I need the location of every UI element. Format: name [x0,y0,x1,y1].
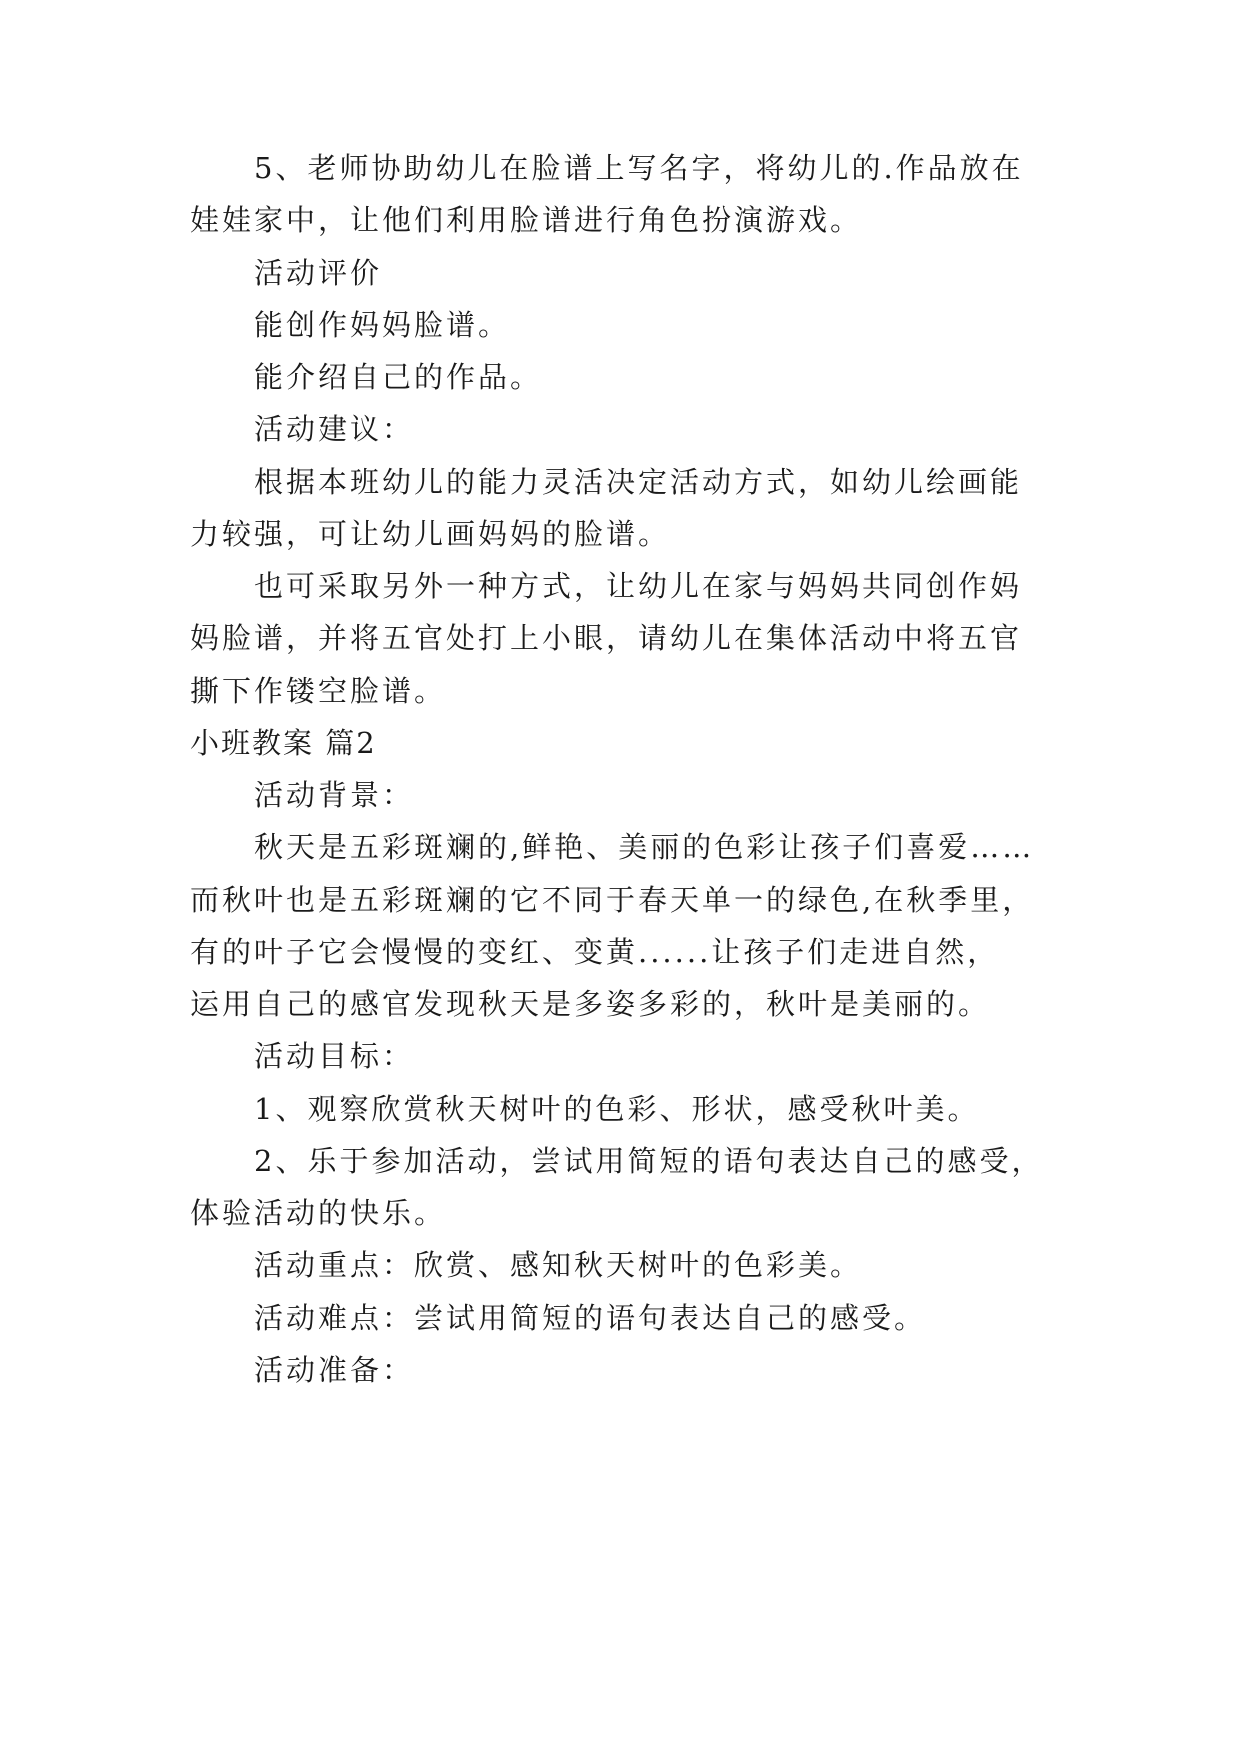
section-label: 活动背景： [254,778,415,812]
paragraph-line: 体验活动的快乐。 [190,1196,447,1230]
document-page [190,0,1060,1754]
section-label: 活动目标： [254,1039,415,1073]
paragraph-line: 5、老师协助幼儿在脸谱上写名字，将幼儿的.作品放在 [254,151,1024,185]
paragraph-line: 妈脸谱，并将五官处打上小眼，请幼儿在集体活动中将五官 [190,621,1023,655]
section-label: 活动评价 [254,256,383,290]
paragraph-line: 根据本班幼儿的能力灵活决定活动方式，如幼儿绘画能 [254,465,1023,499]
list-item: 1、观察欣赏秋天树叶的色彩、形状，感受秋叶美。 [254,1092,980,1126]
section-label: 活动建议： [254,412,415,446]
section-label: 活动准备： [254,1353,415,1387]
paragraph-line: 有的叶子它会慢慢的变红、变黄......让孩子们走进自然， [190,935,1000,969]
paragraph-line: 能创作妈妈脸谱。 [254,308,511,342]
paragraph-line: 运用自己的感官发现秋天是多姿多彩的，秋叶是美丽的。 [190,987,991,1021]
paragraph-line: 能介绍自己的作品。 [254,360,543,394]
paragraph-line: 活动重点：欣赏、感知秋天树叶的色彩美。 [254,1248,863,1282]
paragraph-line: 力较强，可让幼儿画妈妈的脸谱。 [190,517,671,551]
paragraph-line: 而秋叶也是五彩斑斓的它不同于春天单一的绿色,在秋季里， [190,883,1035,917]
paragraph-line: 娃娃家中，让他们利用脸谱进行角色扮演游戏。 [190,203,863,237]
list-item: 2、乐于参加活动，尝试用简短的语句表达自己的感受， [254,1144,1044,1178]
paragraph-line: 活动难点：尝试用简短的语句表达自己的感受。 [254,1301,927,1335]
paragraph-line: 也可采取另外一种方式，让幼儿在家与妈妈共同创作妈 [254,569,1023,603]
section-heading: 小班教案 篇2 [190,726,377,760]
paragraph-line: 撕下作镂空脸谱。 [190,674,447,708]
paragraph-line: 秋天是五彩斑斓的,鲜艳、美丽的色彩让孩子们喜爱…… [254,830,1035,864]
